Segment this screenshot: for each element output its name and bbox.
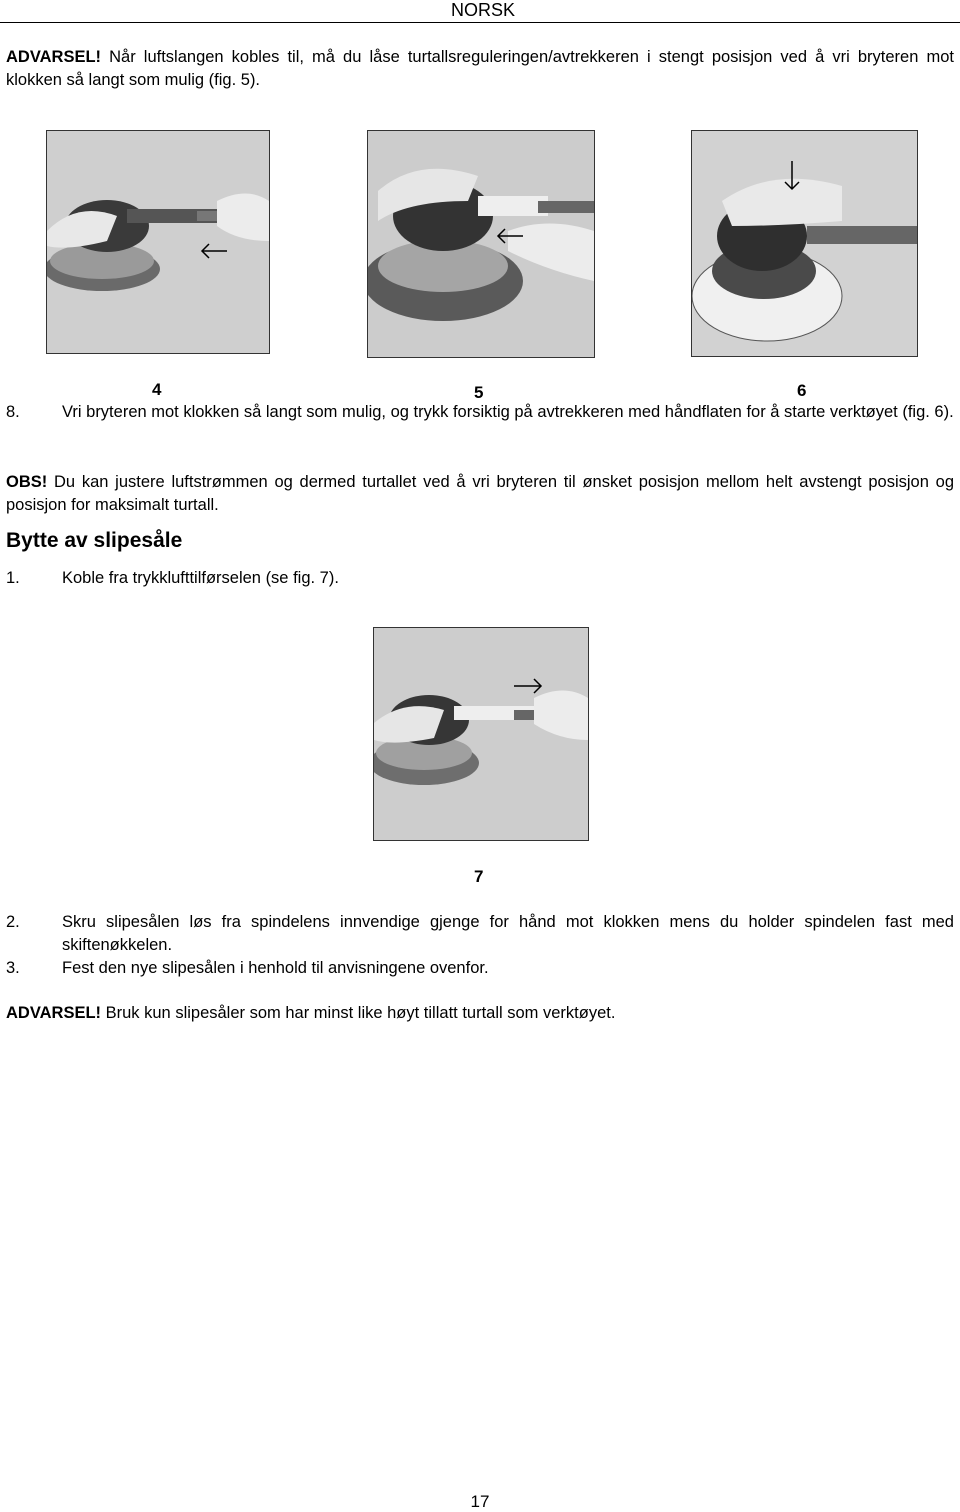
warning-text: Når luftslangen kobles til, må du låse turtallsreguleringen/avtrekkeren i stengt posisjon ved å vri bryteren mot klokken så langt som mulig (fig. 5). — [6, 48, 954, 89]
list-item — [6, 911, 954, 957]
sander-disconnect-photo-icon — [374, 628, 588, 840]
note-text: Du kan justere luftstrømmen og dermed turtallet ved å vri bryteren til ønsket posisjon mellom helt avstengt posisjon og posisjon for maksimalt turtall. — [6, 473, 954, 514]
figure-7-photo — [373, 627, 589, 841]
note-label: OBS! — [6, 473, 48, 491]
list-item-text: Fest den nye slipesålen i henhold til anvisningene ovenfor. — [62, 959, 489, 977]
warning-text: Bruk kun slipesåler som har minst like høyt tillatt turtall som verktøyet. — [101, 1004, 616, 1022]
header-language: NORSK — [450, 0, 515, 20]
figure-5-photo — [367, 130, 595, 358]
list-item — [6, 957, 954, 980]
list-item-number: 2. — [6, 913, 20, 931]
sander-switch-photo-icon — [368, 131, 594, 357]
list-item-text: Koble fra trykklufttilførselen (se fig. 7). — [62, 569, 339, 587]
list-item-number: 3. — [6, 959, 20, 977]
section-title: Bytte av slipesåle — [6, 529, 183, 552]
warning-label: ADVARSEL! — [6, 48, 102, 66]
figure-6-photo — [691, 130, 918, 357]
step-8-text: Vri bryteren mot klokken så langt som mulig, og trykk forsiktig på avtrekkeren med håndflaten for å starte verktøyet (fig. 6). — [62, 403, 954, 421]
figure-5-label: 5 — [474, 383, 484, 402]
sander-start-photo-icon — [692, 131, 917, 356]
step-8 — [6, 401, 954, 424]
note-airflow — [6, 471, 954, 517]
warning-pad-speed — [6, 1002, 954, 1025]
list-item — [6, 567, 954, 590]
step-8-number: 8. — [6, 403, 20, 421]
list-item-text: Skru slipesålen løs fra spindelens innvendige gjenge for hånd mot klokken mens du holder spindelen fast med skiftenøkkelen. — [62, 913, 954, 954]
sander-hose-photo-icon — [47, 131, 269, 353]
page-header — [0, 0, 960, 23]
figure-7-label: 7 — [474, 867, 484, 886]
warning-label: ADVARSEL! — [6, 1004, 102, 1022]
figure-4-photo — [46, 130, 270, 354]
list-item-number: 1. — [6, 569, 20, 587]
page-number: 17 — [470, 1492, 490, 1511]
figure-6-label: 6 — [797, 381, 807, 400]
warning-connect-hose — [6, 46, 954, 92]
figure-4-label: 4 — [152, 380, 162, 399]
